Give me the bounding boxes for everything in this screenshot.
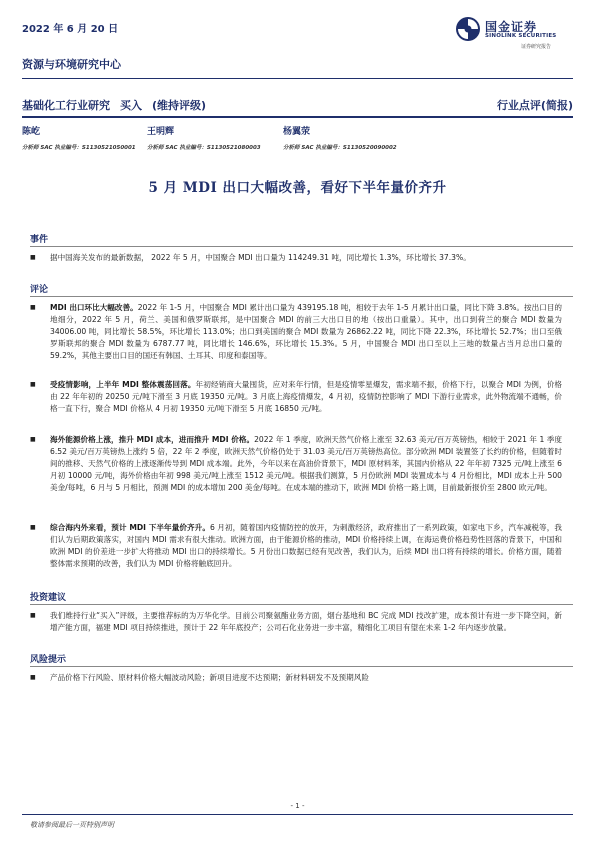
analyst-license: 分析师 SAC 执业编号：S1130520090002 [283, 145, 397, 151]
header-divider-bold [22, 116, 573, 118]
comment-body: 年初经销商大量囤货，应对来年行情，但是疫情零星爆发，需求端不振，价格下行，以聚合 MDI 为例，价格由 22 年年初的 20250 元/吨下滑至 3 月底 19350 元/吨。3 月底上海疫情爆发，4 月初，疫情防控影响了 MDI 下游行业需求，此外物流端不通畅，价格一直下行，聚合 MDI 价格从 4 月初 19350 元/吨下滑至 5 月底 16850 元/吨。 [50, 380, 562, 413]
comment-body: 2022 年 1 季度，欧洲天然气价格上涨至 32.63 美元/百万英镑热，相较于 2021 年 1 季度 6.52 美元/百万英镑热上涨约 5 倍，22 年 2 季度，欧洲天然气价格仍处于 31.03 美元/百万英镑热高位。部分欧洲 MDI 装置签了长约的价格，但随着时间的推移、天然气价格的上涨逐渐传导到 MDI 成本端。此外，今年以来在高油价背景下，MDI 原材料苯，其国内价格从 22 年年初 7325 元/吨上涨至 6 月初 10000 元/吨，海外价格由年初 998 美元/吨上涨至 1512 美元/吨。根据我们测算，5 月份欧洲 MDI 装置成本与 4 月份相比，MDI 成本上升 500 美金/每吨，6 月与 5 月相比，预测 MDI 的成本增加 200 美金/每吨。在成本端的推动下，欧洲 MDI 价格一路上调，目前最新报价至 2800 欧元/吨。 [50, 435, 562, 492]
bullet-icon: ■ [30, 381, 36, 388]
footer-disclaimer: 敬请参阅最后一页特别声明 [30, 821, 114, 829]
analyst-name: 王明辉 [147, 127, 175, 137]
section-divider [30, 604, 573, 605]
analyst-2 [147, 124, 261, 151]
analyst-license: 分析师 SAC 执业编号：S1130521050001 [22, 145, 136, 151]
comment-paragraph [30, 522, 562, 570]
section-heading-event: 事件 [30, 235, 49, 245]
bullet-icon: ■ [30, 304, 36, 311]
comment-lead: 受疫情影响，上半年 MDI 整体震荡回落。 [50, 380, 196, 389]
brand-subtitle: 证券研究报告 [521, 44, 552, 50]
industry-name: 基础化工行业研究 [22, 99, 110, 112]
brand-name-en: SINOLINK SECURITIES [485, 33, 557, 39]
page-number: - 1 - [290, 802, 305, 810]
rating-note: (维持评级) [152, 99, 207, 112]
analyst-license: 分析师 SAC 执业编号：S1130521080003 [147, 145, 261, 151]
section-heading-comment: 评论 [30, 285, 49, 295]
analyst-1 [22, 124, 136, 151]
report-type: 行业点评(简报) [496, 99, 573, 112]
bullet-icon: ■ [30, 674, 36, 681]
section-heading-risk: 风险提示 [30, 655, 67, 665]
header-divider [22, 78, 573, 79]
advice-paragraph: ■ 我们维持行业“买入”评级，主要推荐标的为万华化学。目前公司聚氨酯业务方面，烟台基地和 BC 完成 MDI 技改扩建，成本预计有进一步下降空间，新增产能方面，福建 MDI 项目持续推进，预计于 22 年年底投产；公司石化业务进一步丰富，精细化工项目有望在未来 1-2 年内逐步放量。 [30, 611, 562, 632]
comment-lead: 综合海内外来看，预计 MDI 下半年量价齐升。 [50, 523, 210, 532]
comment-lead: 海外能源价格上涨，推升 MDI 成本，进而推升 MDI 价格。 [50, 435, 255, 444]
brand-mark-icon [455, 16, 481, 42]
industry-rating [22, 97, 216, 113]
bullet-icon: ■ [30, 524, 36, 531]
analyst-name: 陈屹 [22, 127, 41, 137]
report-title: 5 月 MDI 出口大幅改善，看好下半年量价齐升 [148, 180, 447, 196]
section-heading-advice: 投资建议 [30, 593, 67, 603]
brand-name-cn: 国金证券 [485, 20, 538, 34]
comment-paragraph [30, 302, 562, 362]
report-date: 2022 年 6 月 20 日 [22, 24, 119, 35]
comment-lead: MDI 出口环比大幅改善。 [50, 303, 138, 312]
section-divider [30, 246, 573, 247]
comment-paragraph [30, 434, 562, 494]
analyst-3 [283, 124, 397, 151]
bullet-icon: ■ [30, 436, 36, 443]
footer-divider [22, 814, 573, 815]
section-divider [30, 296, 573, 297]
risk-paragraph: ■ 产品价格下行风险、原材料价格大幅波动风险；新项目进度不达预期；新材料研发不及预期风险 [30, 673, 369, 682]
comment-paragraph [30, 379, 562, 415]
department: 资源与环境研究中心 [22, 58, 121, 71]
brand-logo [455, 16, 580, 50]
analyst-name: 杨翼荥 [283, 127, 311, 137]
bullet-icon: ■ [30, 254, 36, 261]
event-paragraph: ■ 据中国海关发布的最新数据， 2022 年 5 月，中国聚合 MDI 出口量为 114249.31 吨，同比增长 1.3%，环比增长 37.3%。 [30, 253, 471, 262]
rating: 买入 [120, 99, 142, 112]
bullet-icon: ■ [30, 612, 36, 619]
section-divider [30, 666, 573, 667]
comment-body: 2022 年 1-5 月，中国聚合 MDI 累计出口量为 439195.18 吨，相较于去年 1-5 月累计出口量，同比下降 3.8%。按出口目的地细分，2022 年 5 月，荷兰、美国和俄罗斯联邦，是中国聚合 MDI 的前三大出口目的地（按出口重量）。其中，出口到荷兰的聚合 MDI 数量为 34006.00 吨，同比增长 58.5%，环比增长 113.0%；出口到美国的聚合 MDI 数量为 26862.22 吨，同比下降 22.3%，环比增长 52.7%；出口至俄罗斯联邦的聚合 MDI 数量为 6787.77 吨，同比增长 146.6%，环比增长 15.3%。5 月，中国聚合 MDI 出口至以上三地的数量占当月总出口量的 59.2%，其他主要出口目的国还有韩国、土耳其、印度和泰国等。 [50, 303, 563, 360]
comment-body: 6 月初，随着国内疫情防控的放开，为刺激经济，政府推出了一系列政策，如家电下乡，汽车减税等，我们认为后期政策落实，对国内 MDI 需求有很大推动。欧洲方面，由于能源价格的推动，MDI 价格持续上调，在海运费价格趋势性回落的背景下，中国和欧洲 MDI 的价差进一步扩大将推动 MDI 出口的持续增长。5 月份出口数据已经有见改善，我们认为，后续 MDI 出口将有持续的增长。价格方面，随着整体需求预期的改善，我们认为 MDI 价格将触底回升。 [50, 523, 562, 568]
